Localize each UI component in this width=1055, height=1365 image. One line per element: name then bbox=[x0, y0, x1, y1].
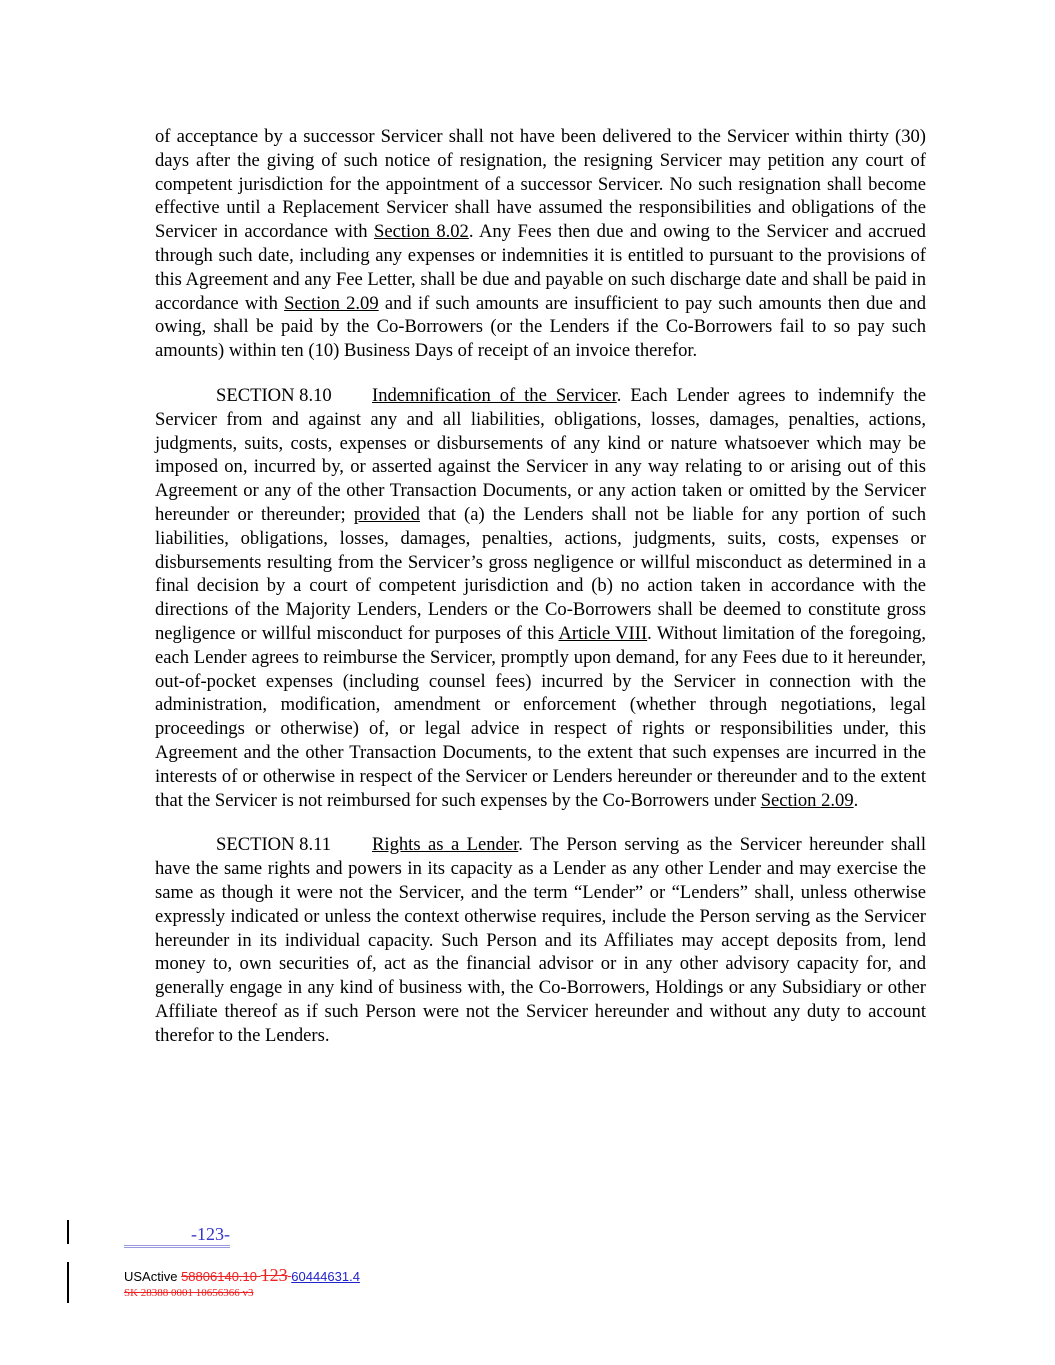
section-heading: Indemnification of the Servicer bbox=[372, 384, 617, 406]
section-reference: Section 2.09 bbox=[760, 789, 854, 811]
section-number: SECTION 8.11 bbox=[216, 834, 332, 856]
text-run: . Any Fees then due and owing to the Servicer and accrued through such date, including any expenses or indemnities it is entitled to pursuant to the provisions of this Agreement and any Fee Letter, shall be due and payable on such discharge date and shall be paid in accordance with bbox=[155, 221, 926, 314]
text-run: that (a) the Lenders shall not be liable for any portion of such liabilities, obligations, losses, damages, penalties, actions, judgments, suits, costs, expenses or disbursements resulting from the Servicer’s gross negligence or willful misconduct as determined in a final decision by a court of competent jurisdiction and (b) no action taken in accordance with the directions of the Majority Lenders, Lenders or the Co-Borrowers shall be deemed to constitute gross negligence or willful misconduct for purposes of this bbox=[155, 503, 926, 644]
section-reference: Section 2.09 bbox=[284, 292, 379, 314]
inserted-doc-id: 60444631.4 bbox=[291, 1269, 360, 1284]
section-reference: Section 8.02 bbox=[374, 221, 469, 243]
text-run: . Without limitation of the foregoing, each Lender agrees to reimburse the Servicer, promptly upon demand, for any Fees due to it hereunder, out-of-pocket expenses (including counsel fees) incurred by the Servicer in connection with the administration, modification, amendment or enforcement (whether through negotiations, legal proceedings or otherwise) of, or legal advice in respect of rights or responsibilities under, this Agreement and the other Transaction Documents, to the extent that such expenses are incurred in the interests of or otherwise in respect of the Servicer or Lenders hereunder or thereunder and to the extent that the Servicer is not reimbursed for such expenses by the Co-Borrowers under bbox=[155, 622, 926, 811]
text-run: . The Person serving as the Servicer hereunder shall have the same rights and powers in its capacity as a Lender as any other Lender and may exercise the same as though it were not the Servicer, and the term “Lender” or “Lenders” shall, unless otherwise expressly indicated or unless the context otherwise requires, include the Person serving as the Servicer hereunder in its individual capacity. Such Person and its Affiliates may accept deposits from, lend money to, own securities of, act as the financial advisor or in any other advisory capacity for, and generally engage in any kind of business with, the Co-Borrowers, Holdings or any Subsidiary or other Affiliate thereof as if such Person were not the Servicer hereunder and without any duty to account therefor to the Lenders. bbox=[155, 834, 926, 1046]
provided-term: provided bbox=[353, 503, 420, 525]
footer-doc-id bbox=[124, 1265, 360, 1286]
text-run: and if such amounts are insufficient to pay such amounts then due and owing, shall be paid by the Co-Borrowers (or the Lenders if the Co-Borrowers fail to so pay such amounts) within ten (10) Business Days of receipt of an invoice therefor. bbox=[155, 292, 927, 362]
deleted-page-number: 123 bbox=[260, 1265, 288, 1285]
change-bar bbox=[67, 1220, 69, 1244]
text-run: . Each Lender agrees to indemnify the Servicer from and against any and all liabilities, obligations, losses, damages, penalties, actions, judgments, suits, costs, expenses or disbursements of any kind or nature whatsoever which may be imposed on, incurred by, or asserted against the Servicer in any way relating to or arising out of this Agreement or any of the other Transaction Documents, or any action taken or omitted by the Servicer hereunder or thereunder; bbox=[155, 384, 926, 525]
deleted-doc-id: 58806140.10 bbox=[181, 1269, 257, 1284]
document-body bbox=[155, 125, 926, 1068]
section-8-10 bbox=[155, 384, 926, 812]
section-number: SECTION 8.10 bbox=[216, 384, 332, 406]
article-reference: Article VIII bbox=[558, 622, 648, 644]
deleted-sk-id: SK 28388 0001 10656366 v3 bbox=[124, 1287, 254, 1299]
page-number: -123- bbox=[124, 1223, 230, 1248]
paragraph-resignation-continued bbox=[155, 125, 926, 363]
doc-prefix: USActive bbox=[124, 1269, 182, 1284]
change-bar bbox=[67, 1262, 69, 1303]
section-heading: Rights as a Lender bbox=[372, 834, 519, 856]
text-run: . bbox=[853, 789, 859, 811]
section-8-11 bbox=[155, 833, 926, 1047]
text-run: of acceptance by a successor Servicer shall not have been delivered to the Servicer within thirty (30) days after the giving of such notice of resignation, the resigning Servicer may petition any court of competent jurisdiction for the appointment of a successor Servicer. No such resignation shall become effective until a Replacement Servicer shall have assumed the responsibilities and obligations of the Servicer in accordance with bbox=[155, 126, 926, 243]
